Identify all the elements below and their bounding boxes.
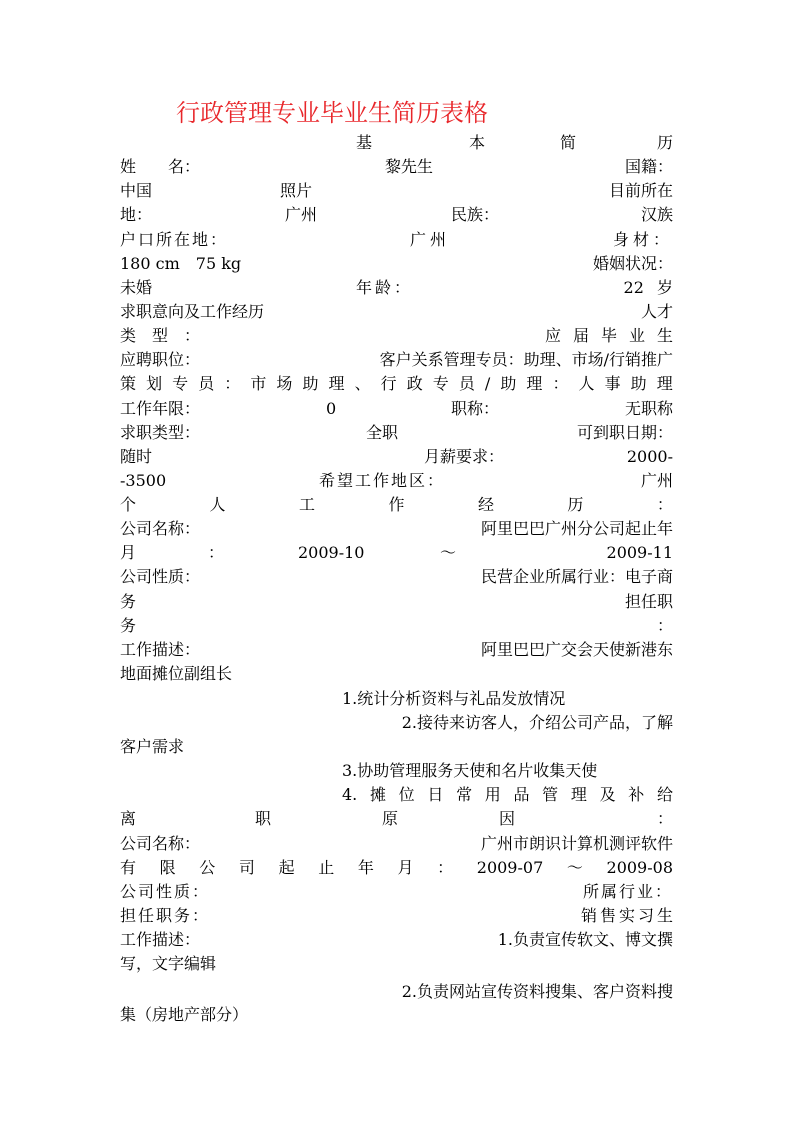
row-job1-nature bbox=[120, 565, 673, 589]
desc-item-char: 4. bbox=[342, 785, 358, 804]
position-char: 场 bbox=[276, 374, 293, 393]
desc-value-tail: 地面摊位副组长 bbox=[120, 664, 233, 683]
ethnicity-label: 民族： bbox=[451, 205, 500, 224]
company-tail-char: 年 bbox=[357, 858, 374, 877]
area-value: 广州 bbox=[640, 471, 673, 490]
title-label: 职称： bbox=[451, 399, 500, 418]
leave-char: 离 bbox=[120, 809, 137, 828]
talent-label: 人才 bbox=[640, 302, 673, 321]
heading-char: 历 bbox=[567, 495, 584, 514]
period-end: 2009-11 bbox=[606, 543, 673, 562]
desc-item-tail: 写，文字编辑 bbox=[120, 954, 217, 973]
section-heading-experience bbox=[120, 493, 673, 517]
period-start: 2009-10 bbox=[298, 543, 365, 562]
nature-tail: 务 bbox=[120, 592, 137, 611]
title-value: 无职称 bbox=[624, 399, 673, 418]
desc-item-tail: 客户需求 bbox=[120, 737, 185, 756]
row-job1-period bbox=[120, 541, 673, 565]
company-label: 公司名称： bbox=[120, 519, 201, 538]
row-job1-item2-cont bbox=[120, 735, 673, 759]
row-job2-nature bbox=[120, 880, 673, 904]
row-job1-role bbox=[120, 614, 673, 638]
row-job2-item2 bbox=[120, 980, 673, 1004]
talent-value: 应届毕业生 bbox=[544, 326, 685, 345]
position-char: 政 bbox=[406, 374, 423, 393]
age-label: 年龄： bbox=[356, 278, 414, 297]
position-value: 客户关系管理专员：助理、市场/行销推广 bbox=[379, 350, 673, 369]
company-tail-char: 公 bbox=[199, 858, 216, 877]
photo-label: 照片 bbox=[280, 181, 313, 200]
marital-value: 未婚 bbox=[120, 278, 153, 297]
row-job-type bbox=[120, 421, 673, 445]
company-tail-char: 司 bbox=[238, 858, 255, 877]
row-job1-desc-cont bbox=[120, 662, 673, 686]
company-tail-char: 限 bbox=[159, 858, 176, 877]
desc-item-char: 品 bbox=[513, 785, 530, 804]
location-label: 目前所在 bbox=[608, 181, 673, 200]
position-char: 策 bbox=[120, 374, 137, 393]
row-marital bbox=[120, 276, 673, 300]
row-job1-item1 bbox=[120, 687, 673, 711]
company-tail-char: 止 bbox=[318, 858, 335, 877]
location-value: 广州 bbox=[285, 205, 318, 224]
row-height bbox=[120, 252, 673, 276]
row-nationality bbox=[120, 179, 673, 203]
row-job2-desc bbox=[120, 928, 673, 952]
section-heading-basic bbox=[120, 131, 673, 155]
heading-char: 基 bbox=[356, 133, 373, 152]
row-leave-reason bbox=[120, 807, 673, 831]
row-salary bbox=[120, 445, 673, 469]
desc-item-char: 日 bbox=[427, 785, 444, 804]
position-char: 事 bbox=[604, 374, 621, 393]
desc-item-char: 给 bbox=[656, 785, 673, 804]
leave-char: 原 bbox=[382, 809, 399, 828]
position-char: 专 bbox=[172, 374, 189, 393]
position-char: 市 bbox=[250, 374, 267, 393]
row-job2-item2-cont bbox=[120, 1003, 673, 1027]
desc-item-char: 常 bbox=[456, 785, 473, 804]
row-intent-heading bbox=[120, 300, 673, 324]
heading-char: 工 bbox=[298, 495, 315, 514]
position-char: 助 bbox=[630, 374, 647, 393]
desc-item-char: 及 bbox=[599, 785, 616, 804]
position-char: 、 bbox=[354, 374, 371, 393]
company-tail-char: 月 bbox=[397, 858, 414, 877]
position-char: 助 bbox=[302, 374, 319, 393]
row-job1-nature-tail bbox=[120, 590, 673, 614]
salary-value-tail: -3500 bbox=[120, 471, 167, 490]
desc-item: 1.负责宣传软文、博文撰 bbox=[497, 930, 673, 949]
position-label: 应聘职位： bbox=[120, 350, 201, 369]
period-colon: ： bbox=[208, 543, 225, 562]
position-char: ： bbox=[552, 374, 569, 393]
desc-item: 1.统计分析资料与礼品发放情况 bbox=[342, 689, 566, 708]
location-label-tail: 地： bbox=[120, 205, 153, 224]
company-tail-char: ： bbox=[437, 858, 454, 877]
type-label: 求职类型： bbox=[120, 423, 201, 442]
name-label: 姓 名： bbox=[120, 157, 201, 176]
nature-value: 民营企业所属行业：电子商 bbox=[480, 567, 673, 586]
height-value: 180 cm 75 kg bbox=[120, 254, 242, 273]
heading-char: 本 bbox=[469, 133, 486, 152]
desc-item-char: 位 bbox=[398, 785, 415, 804]
nationality-value: 中国 bbox=[120, 181, 153, 200]
leave-char: 职 bbox=[255, 809, 272, 828]
leave-char: 因 bbox=[499, 809, 516, 828]
industry-label: 所属行业： bbox=[582, 882, 673, 901]
row-position bbox=[120, 348, 673, 372]
desc-item: 2.接待来访客人，介绍公司产品，了解 bbox=[401, 713, 673, 732]
row-talent-type bbox=[120, 324, 685, 348]
salary-label: 月薪要求： bbox=[424, 447, 505, 466]
position-char: 理 bbox=[328, 374, 345, 393]
heading-char: ： bbox=[656, 495, 673, 514]
company-label: 公司名称： bbox=[120, 834, 201, 853]
desc-item-char: 补 bbox=[628, 785, 645, 804]
desc-label: 工作描述： bbox=[120, 640, 201, 659]
heading-char: 个 bbox=[120, 495, 137, 514]
type-value: 全职 bbox=[366, 423, 399, 442]
row-job1-item3 bbox=[120, 759, 673, 783]
years-label: 工作年限： bbox=[120, 399, 201, 418]
height-label: 身材： bbox=[612, 230, 673, 249]
period-start: 2009-07 bbox=[476, 858, 544, 877]
role-label: 担任职务： bbox=[120, 906, 211, 925]
position-char: / bbox=[484, 374, 491, 393]
nature-label: 公司性质： bbox=[120, 567, 201, 586]
position-char: 专 bbox=[432, 374, 449, 393]
position-char: 员 bbox=[458, 374, 475, 393]
desc-value: 阿里巴巴广交会天使新港东 bbox=[480, 640, 673, 659]
row-name bbox=[120, 155, 673, 179]
hukou-value: 广州 bbox=[410, 230, 451, 249]
heading-char: 简 bbox=[560, 133, 577, 152]
position-char: 助 bbox=[500, 374, 517, 393]
start-value: 随时 bbox=[120, 447, 153, 466]
document-title: 行政管理专业毕业生简历表格 bbox=[176, 99, 488, 127]
row-job1-item4 bbox=[342, 783, 673, 807]
role-colon: ： bbox=[656, 616, 673, 635]
company-tail-char: 起 bbox=[278, 858, 295, 877]
salary-value: 2000- bbox=[626, 447, 673, 466]
company-tail-char: 有 bbox=[120, 858, 137, 877]
row-hukou bbox=[120, 228, 673, 252]
name-value: 黎先生 bbox=[385, 157, 434, 176]
position-char: 理 bbox=[656, 374, 673, 393]
years-value: 0 bbox=[326, 399, 337, 418]
position-char: 人 bbox=[578, 374, 595, 393]
role-label: 担任职 bbox=[624, 592, 673, 611]
leave-char: ： bbox=[656, 809, 673, 828]
marital-label: 婚姻状况： bbox=[592, 254, 673, 273]
talent-label-tail: 类型： bbox=[120, 326, 217, 345]
desc-item: 3.协助管理服务天使和名片收集天使 bbox=[342, 761, 598, 780]
row-job2-role bbox=[120, 904, 676, 928]
start-label: 可到职日期： bbox=[576, 423, 673, 442]
row-job2-desc-cont bbox=[120, 952, 673, 976]
area-label: 希望工作地区： bbox=[319, 471, 446, 490]
desc-label: 工作描述： bbox=[120, 930, 201, 949]
row-position-cont bbox=[120, 372, 673, 396]
position-char: 理 bbox=[526, 374, 543, 393]
heading-char: 人 bbox=[209, 495, 226, 514]
row-location bbox=[120, 203, 673, 227]
position-char: ： bbox=[224, 374, 241, 393]
row-job2-company-tail bbox=[120, 856, 673, 880]
desc-item-tail: 集（房地产部分） bbox=[120, 1005, 249, 1024]
ethnicity-value: 汉族 bbox=[640, 205, 673, 224]
row-job1-item2 bbox=[120, 711, 673, 735]
desc-item-char: 理 bbox=[570, 785, 587, 804]
role-value: 销售实习生 bbox=[580, 906, 676, 925]
position-char: 划 bbox=[146, 374, 163, 393]
role-label-tail: 务 bbox=[120, 616, 137, 635]
hukou-label: 户口所在地： bbox=[120, 230, 229, 249]
desc-item-char: 管 bbox=[542, 785, 559, 804]
row-area bbox=[120, 469, 673, 493]
desc-item-char: 摊 bbox=[369, 785, 386, 804]
company-value: 阿里巴巴广州分公司起止年 bbox=[480, 519, 673, 538]
period-label: 月 bbox=[120, 543, 137, 562]
heading-char: 历 bbox=[656, 133, 673, 152]
period-sep: ～ bbox=[566, 858, 583, 877]
row-job1-company bbox=[120, 517, 673, 541]
position-char: 员 bbox=[198, 374, 215, 393]
desc-item: 2.负责网站宣传资料搜集、客户资料搜 bbox=[401, 982, 673, 1001]
nature-label: 公司性质： bbox=[120, 882, 211, 901]
heading-char: 作 bbox=[388, 495, 405, 514]
intent-heading: 求职意向及工作经历 bbox=[120, 302, 265, 321]
row-job2-company bbox=[120, 832, 673, 856]
period-sep: ～ bbox=[440, 543, 457, 562]
row-job1-desc bbox=[120, 638, 673, 662]
heading-char: 经 bbox=[477, 495, 494, 514]
desc-item-char: 用 bbox=[484, 785, 501, 804]
period-end: 2009-08 bbox=[606, 858, 673, 877]
company-value: 广州市朗识计算机测评软件 bbox=[480, 834, 673, 853]
row-years bbox=[120, 397, 673, 421]
position-char: 行 bbox=[380, 374, 397, 393]
age-value: 22 岁 bbox=[623, 278, 673, 297]
nationality-label: 国籍： bbox=[624, 157, 673, 176]
